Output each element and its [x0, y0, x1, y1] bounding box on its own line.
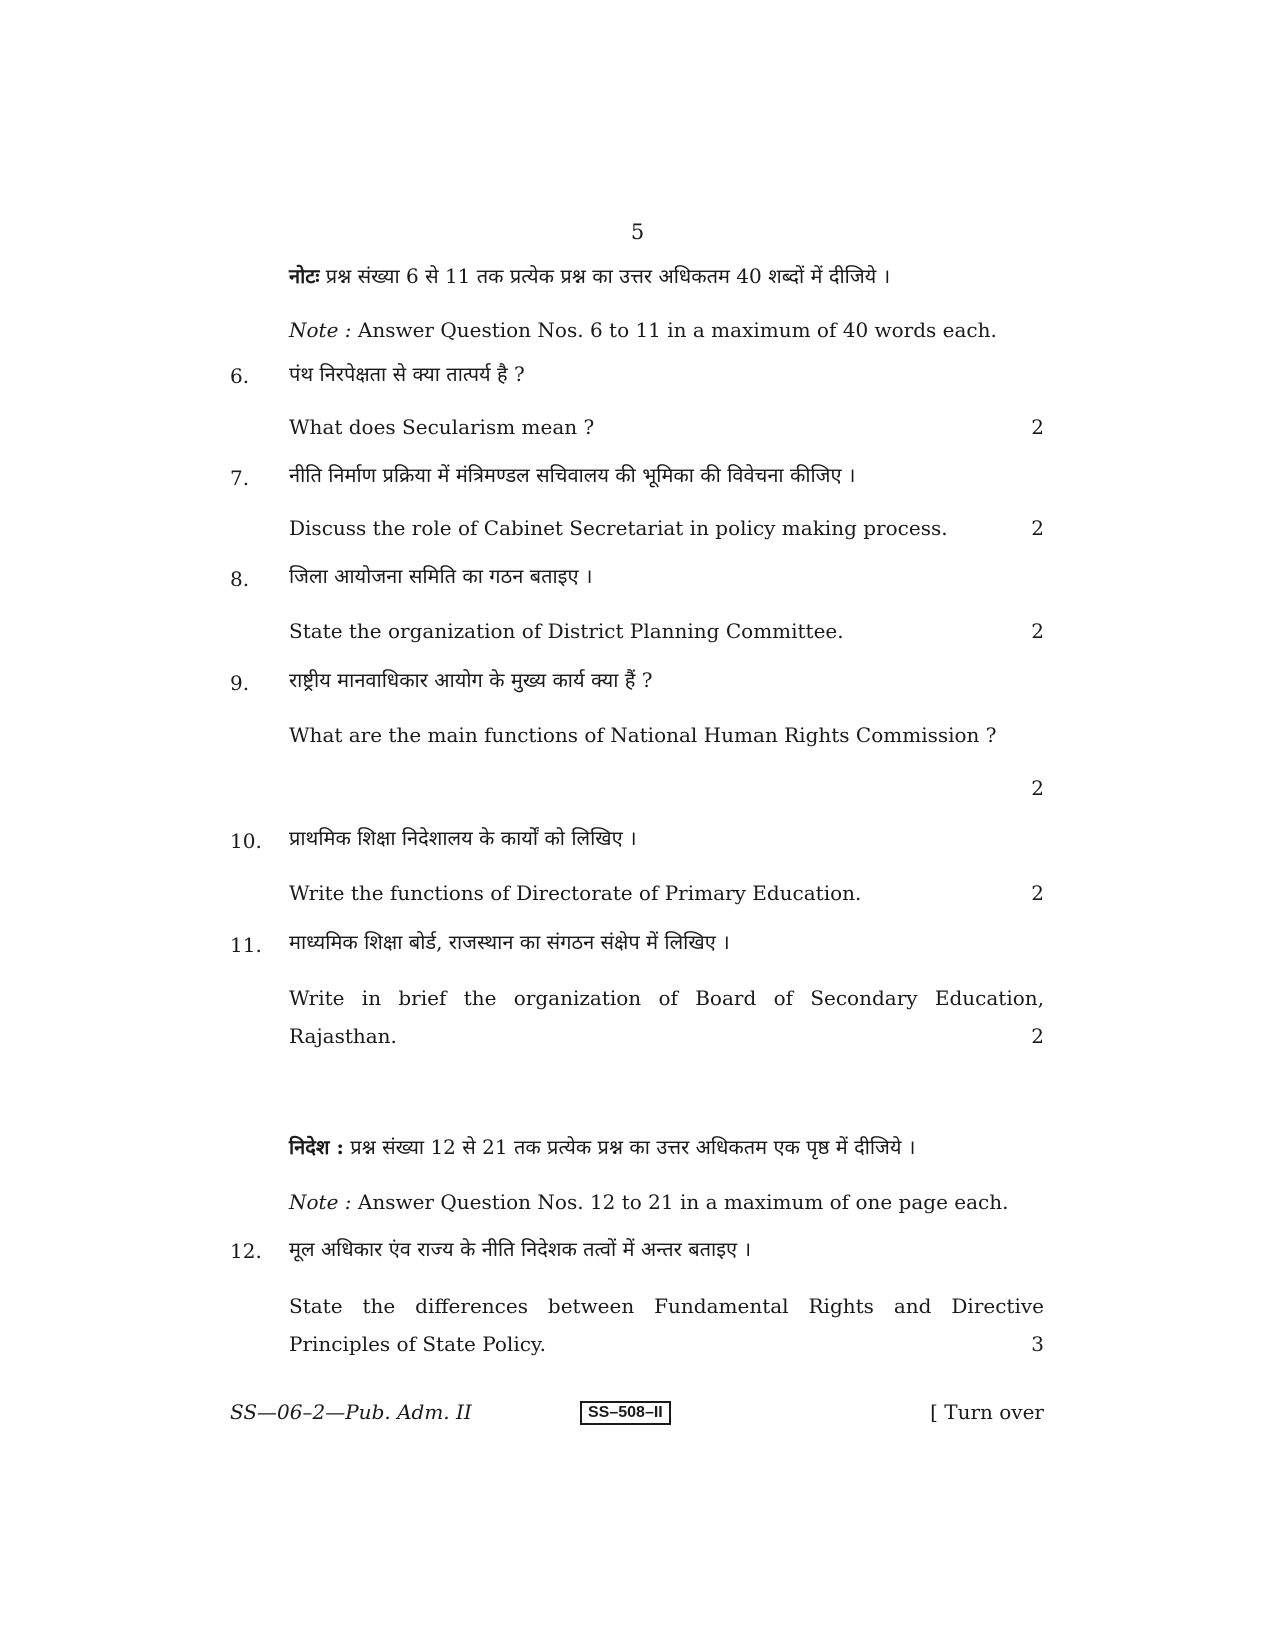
question-6-hindi: पंथ निरपेक्षता से क्या तात्पर्य है ?: [289, 362, 525, 386]
question-number-12: 12.: [230, 1239, 262, 1263]
question-9-hindi: राष्ट्रीय मानवाधिकार आयोग के मुख्य कार्य क्या हैं ?: [289, 668, 653, 692]
note-english-section1: [289, 316, 1049, 344]
question-7-hindi: नीति निर्माण प्रक्रिया में मंत्रिमण्डल सचिवालय की भूमिका की विवेचना कीजिए ।: [289, 463, 856, 487]
note-english-label: Note :: [289, 318, 352, 342]
question-11-english-line1: Write in brief the organization of Board of Secondary Education,: [289, 986, 1044, 1010]
note-hindi-label: नोटः: [289, 264, 320, 288]
question-8-hindi: जिला आयोजना समिति का गठन बताइए ।: [289, 564, 593, 588]
question-7-english: Discuss the role of Cabinet Secretariat in policy making process.: [289, 516, 948, 540]
question-6-marks: 2: [1031, 415, 1044, 439]
question-number-8: 8.: [230, 567, 250, 591]
question-12-english-line2: Principles of State Policy.: [289, 1332, 546, 1356]
question-12-marks: 3: [1031, 1332, 1044, 1356]
question-10-english: Write the functions of Directorate of Primary Education.: [289, 881, 862, 905]
footer-paper-code: SS–508–II: [580, 1401, 671, 1425]
question-12-english-line1: State the differences between Fundamental Rights and Directive: [289, 1294, 1044, 1318]
question-7-marks: 2: [1031, 516, 1044, 540]
footer-paper-ref: SS—06–2—Pub. Adm. II: [230, 1400, 472, 1424]
note-hindi-section1: [289, 262, 1049, 290]
note-hindi-text: प्रश्न संख्या 6 से 11 तक प्रत्येक प्रश्न का उत्तर अधिकतम 40 शब्दों में दीजिये ।: [319, 264, 891, 288]
note-english-text: Answer Question Nos. 12 to 21 in a maximum of one page each.: [351, 1190, 1009, 1214]
note-hindi-label: निदेश :: [289, 1135, 344, 1159]
note-english-label: Note :: [289, 1190, 352, 1214]
question-10-hindi: प्राथमिक शिक्षा निदेशालय के कार्यों को लिखिए ।: [289, 826, 637, 850]
note-english-text: Answer Question Nos. 6 to 11 in a maximum of 40 words each.: [351, 318, 997, 342]
question-11-hindi: माध्यमिक शिक्षा बोर्ड, राजस्थान का संगठन संक्षेप में लिखिए ।: [289, 930, 730, 954]
question-9-marks: 2: [1031, 776, 1044, 800]
question-11-marks: 2: [1031, 1024, 1044, 1048]
question-number-11: 11.: [230, 933, 262, 957]
question-number-6: 6.: [230, 364, 250, 388]
question-6-english: What does Secularism mean ?: [289, 415, 595, 439]
footer-turn-over: [ Turn over: [930, 1400, 1044, 1424]
question-number-9: 9.: [230, 671, 250, 695]
question-11-english-line2: Rajasthan.: [289, 1024, 397, 1048]
question-8-marks: 2: [1031, 619, 1044, 643]
question-10-marks: 2: [1031, 881, 1044, 905]
question-number-7: 7.: [230, 466, 250, 490]
question-9-english: What are the main functions of National Human Rights Commission ?: [289, 723, 997, 747]
note-english-section2: [289, 1188, 1049, 1216]
question-number-10: 10.: [230, 829, 262, 853]
note-hindi-section2: [289, 1133, 1049, 1161]
question-12-hindi: मूल अधिकार एंव राज्य के नीति निदेशक तत्वों में अन्तर बताइए ।: [289, 1237, 752, 1261]
question-8-english: State the organization of District Planning Committee.: [289, 619, 844, 643]
page-number: 5: [630, 220, 645, 244]
note-hindi-text: प्रश्न संख्या 12 से 21 तक प्रत्येक प्रश्न का उत्तर अधिकतम एक पृष्ठ में दीजिये ।: [343, 1135, 916, 1159]
